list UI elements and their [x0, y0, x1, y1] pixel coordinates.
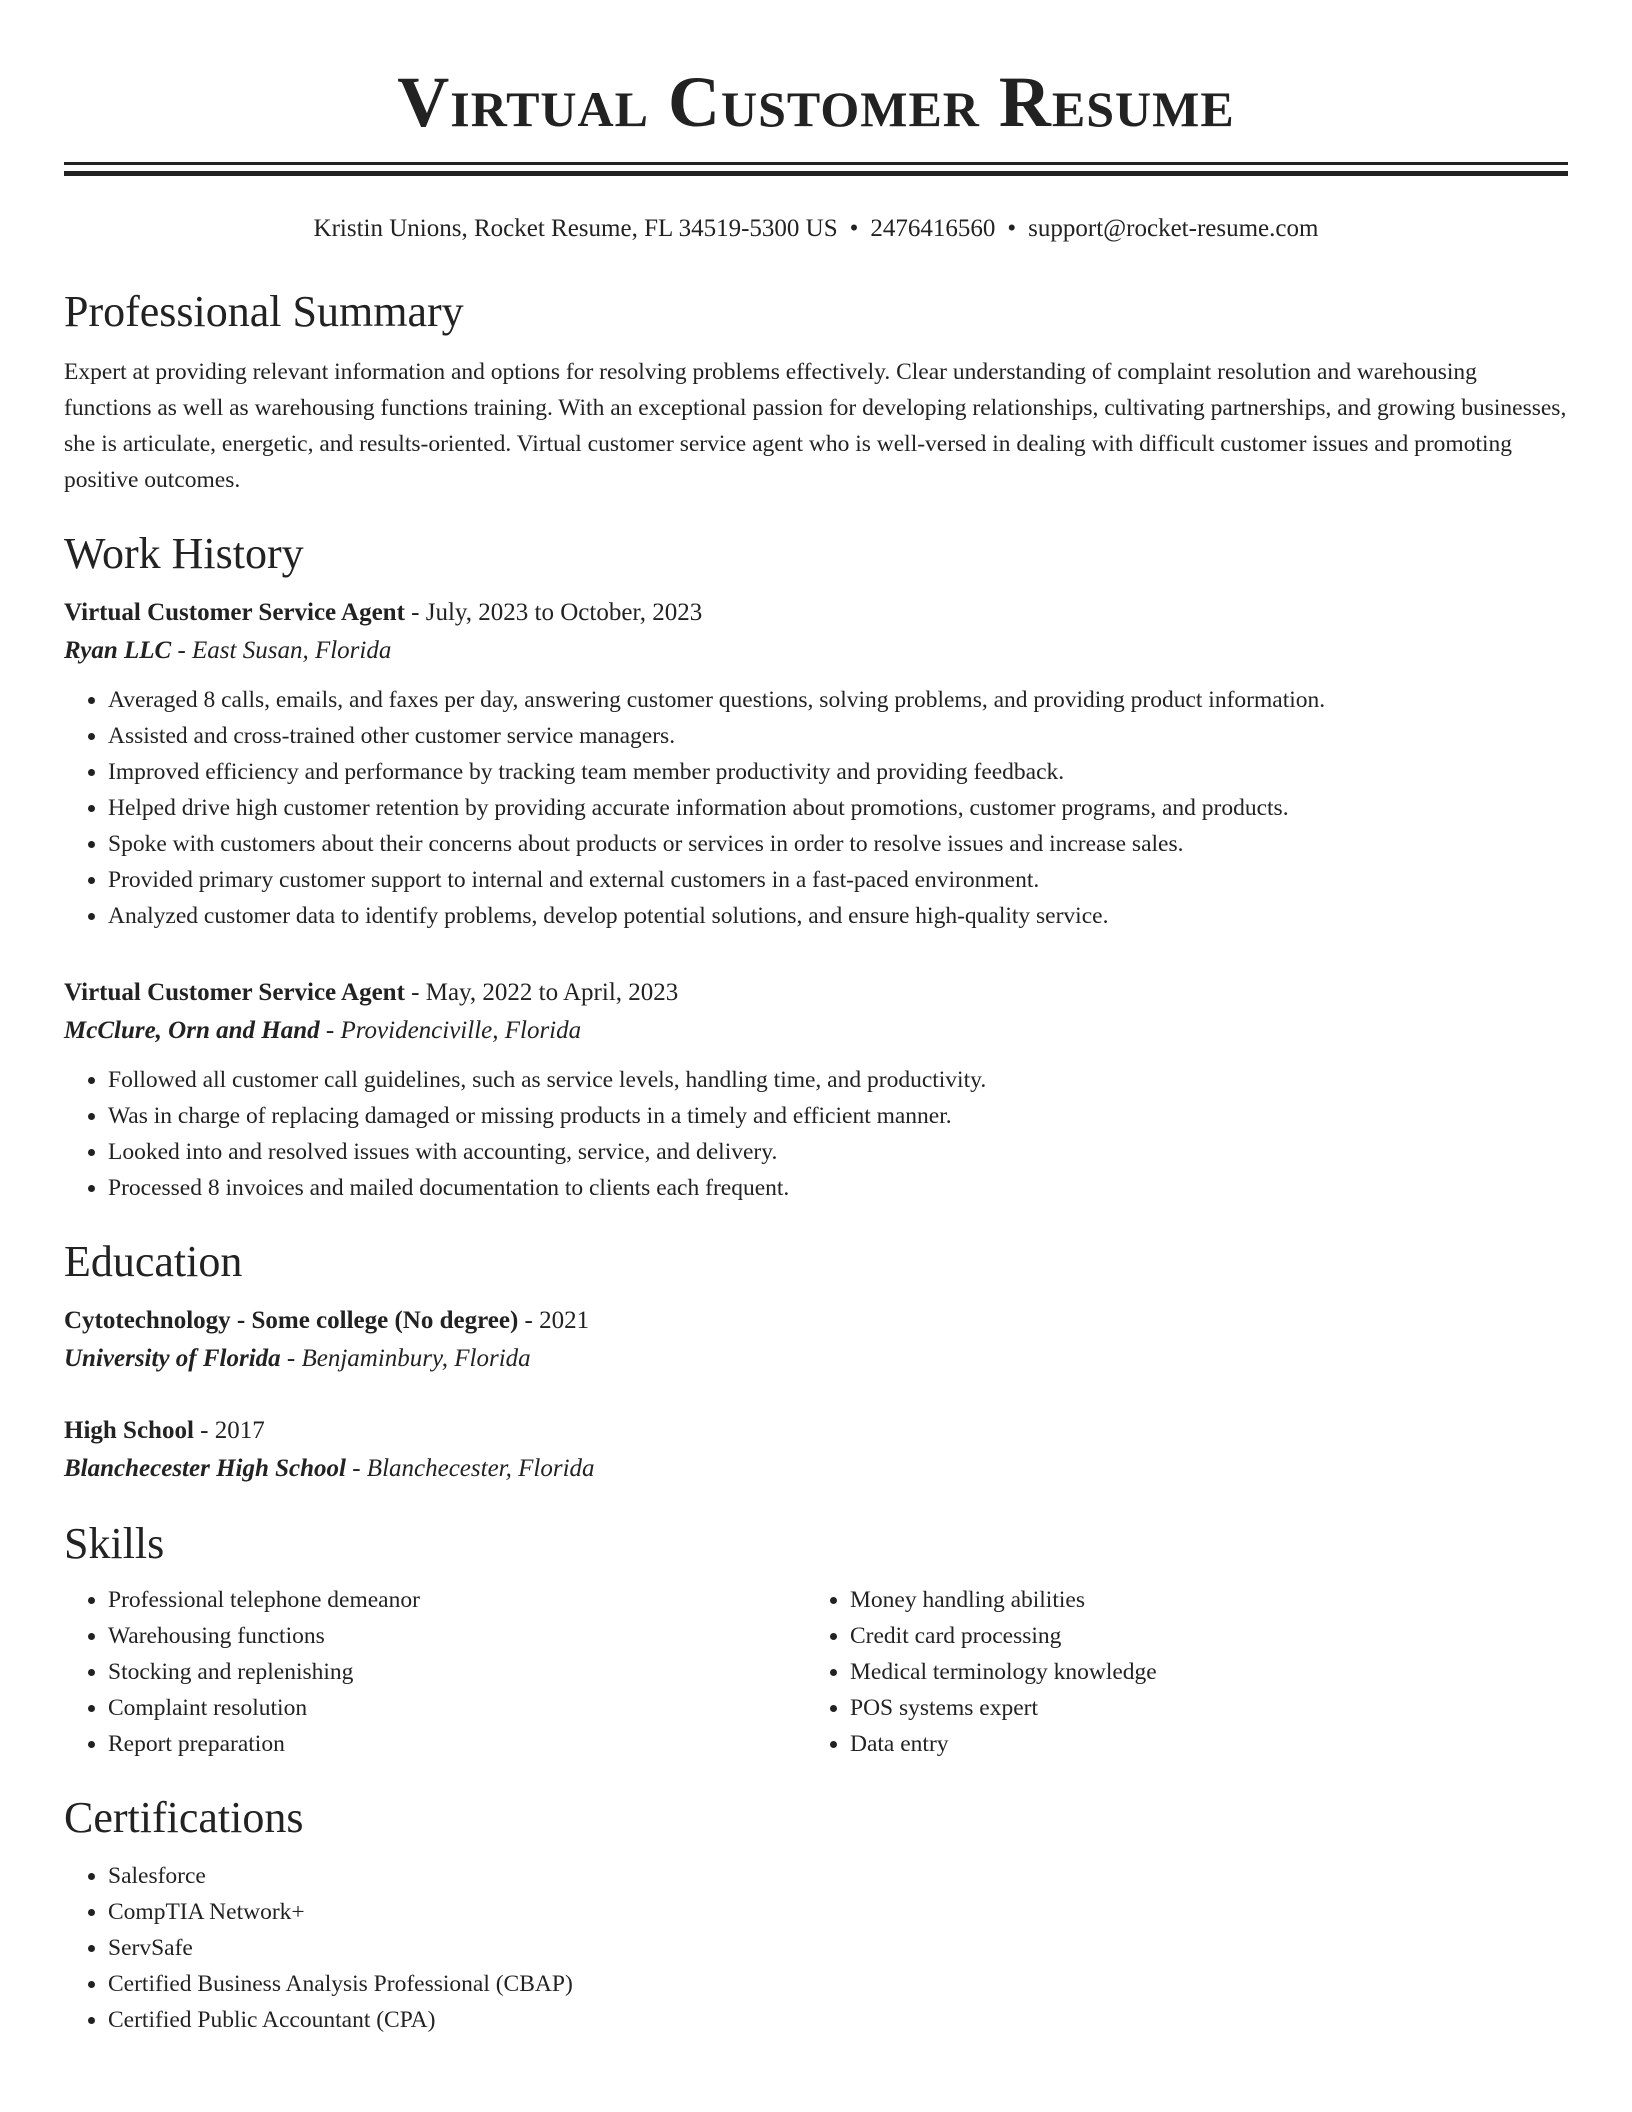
job-entry [64, 594, 1568, 934]
job-bullet: • Was in charge of replacing damaged or missing products in a timely and efficient manner. [108, 1098, 1568, 1134]
certifications-list [64, 1858, 1568, 2038]
certifications-heading: Certifications [64, 1793, 304, 1842]
contact-email: support@rocket-resume.com [1028, 215, 1319, 242]
education-year: - 2017 [193, 1417, 265, 1444]
skill-item: • Complaint resolution [108, 1690, 806, 1726]
job-dates: - July, 2023 to October, 2023 [404, 599, 703, 626]
contact-line [64, 212, 1568, 246]
contact-phone: 2476416560 [870, 215, 996, 242]
skills-heading: Skills [64, 1519, 165, 1568]
education-entry [64, 1412, 1568, 1488]
skills-column-right [806, 1582, 1568, 1762]
skill-item: • Medical terminology knowledge [850, 1654, 1568, 1690]
education-degree-line [64, 1412, 1568, 1450]
skill-item: • POS systems expert [850, 1690, 1568, 1726]
job-company-line [64, 632, 1568, 670]
certification-item: • Certified Public Accountant (CPA) [108, 2002, 1568, 2038]
job-bullets [64, 1062, 1568, 1206]
education-year: - 2021 [518, 1307, 590, 1334]
skill-item: • Stocking and replenishing [108, 1654, 806, 1690]
skills-list [806, 1582, 1568, 1762]
education-heading: Education [64, 1237, 243, 1286]
job-title: Virtual Customer Service Agent [64, 599, 405, 626]
skill-item: • Report preparation [108, 1726, 806, 1762]
job-title: Virtual Customer Service Agent [64, 979, 405, 1006]
job-bullet: • Spoke with customers about their concerns about products or services in order to resolve issues and increase sales. [108, 826, 1568, 862]
job-bullet: • Assisted and cross-trained other customer service managers. [108, 718, 1568, 754]
job-bullet: • Processed 8 invoices and mailed documentation to clients each frequent. [108, 1170, 1568, 1206]
job-entry [64, 974, 1568, 1206]
certification-item: • ServSafe [108, 1930, 1568, 1966]
job-company-line [64, 1012, 1568, 1050]
education-school: University of Florida [64, 1345, 281, 1372]
education-degree: Cytotechnology - Some college (No degree) [64, 1307, 519, 1334]
job-bullet: • Improved efficiency and performance by tracking team member productivity and providing feedback. [108, 754, 1568, 790]
education-school-line [64, 1340, 1568, 1378]
job-bullet: • Analyzed customer data to identify problems, develop potential solutions, and ensure high-quality service. [108, 898, 1568, 934]
certification-item: • Certified Business Analysis Professional (CBAP) [108, 1966, 1568, 2002]
certification-item: • CompTIA Network+ [108, 1894, 1568, 1930]
skill-item: • Professional telephone demeanor [108, 1582, 806, 1618]
job-bullet: • Looked into and resolved issues with accounting, service, and delivery. [108, 1134, 1568, 1170]
job-bullet: • Helped drive high customer retention by providing accurate information about promotions, customer programs, and products. [108, 790, 1568, 826]
contact-separator: • [849, 215, 859, 242]
skill-item: • Money handling abilities [850, 1582, 1568, 1618]
education-school: Blanchecester High School [64, 1455, 346, 1482]
education-degree-line [64, 1302, 1568, 1340]
job-bullets [64, 682, 1568, 934]
job-bullet: • Provided primary customer support to internal and external customers in a fast-paced environment. [108, 862, 1568, 898]
summary-text: Expert at providing relevant information and options for resolving problems effectively. Clear understanding of complaint resolution and warehousing functions as well as warehousing functions training. With an exceptional passion for developing relationships, cultivating partnerships, and growing businesses, she is articulate, energetic, and results-oriented. Virtual customer service agent who is well-versed in dealing with difficult customer issues and promoting positive outcomes. [64, 359, 1567, 493]
education-entry [64, 1302, 1568, 1378]
contact-address: Kristin Unions, Rocket Resume, FL 34519-5300 US [313, 215, 838, 242]
job-title-line [64, 594, 1568, 632]
job-company: McClure, Orn and Hand [64, 1017, 320, 1044]
education-location: - Benjaminbury, Florida [280, 1345, 531, 1372]
summary-heading: Professional Summary [64, 287, 464, 336]
education-school-line [64, 1450, 1568, 1488]
skill-item: • Data entry [850, 1726, 1568, 1762]
skill-item: • Credit card processing [850, 1618, 1568, 1654]
job-dates: - May, 2022 to April, 2023 [404, 979, 679, 1006]
skills-list [64, 1582, 806, 1762]
job-location: - East Susan, Florida [171, 637, 392, 664]
skill-item: • Warehousing functions [108, 1618, 806, 1654]
work-history-heading: Work History [64, 529, 304, 578]
resume-title: Virtual Customer Resume [397, 62, 1235, 142]
contact-separator: • [1007, 215, 1017, 242]
skills-grid [64, 1582, 1568, 1762]
job-location: - Providenciville, Florida [319, 1017, 582, 1044]
skills-column-left [64, 1582, 806, 1762]
job-title-line [64, 974, 1568, 1012]
education-degree: High School [64, 1417, 194, 1444]
job-bullet: • Averaged 8 calls, emails, and faxes per day, answering customer questions, solving problems, and providing product information. [108, 682, 1568, 718]
job-company: Ryan LLC [64, 637, 172, 664]
certification-item: • Salesforce [108, 1858, 1568, 1894]
header-rule-thick [64, 171, 1568, 176]
header-rule-thin [64, 162, 1568, 165]
education-location: - Blanchecester, Florida [345, 1455, 595, 1482]
job-bullet: • Followed all customer call guidelines, such as service levels, handling time, and productivity. [108, 1062, 1568, 1098]
